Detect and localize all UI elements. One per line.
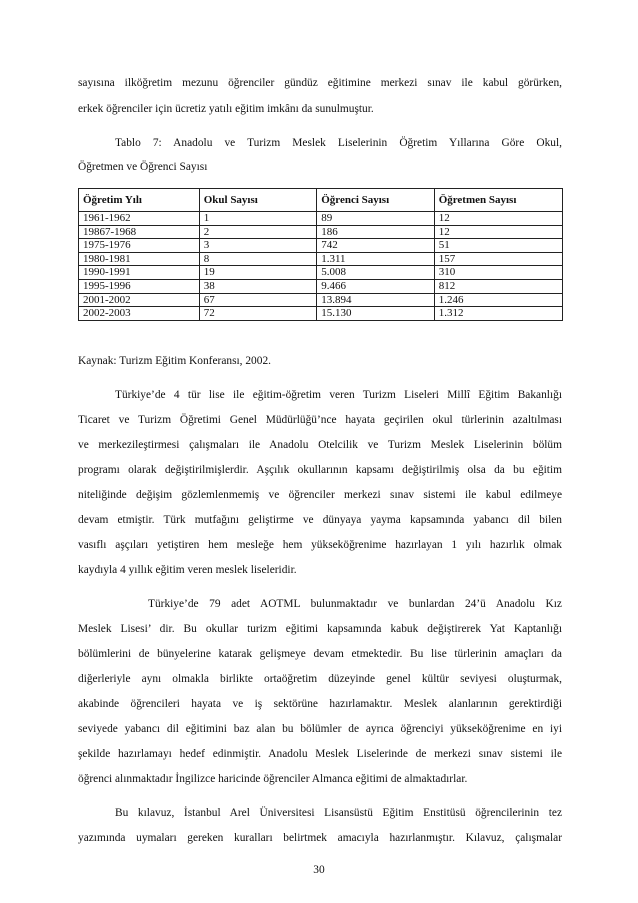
paragraph-1-line-7: vasıflı aşçıları yetiştiren hem mesleğe hem yükseköğrenime hazırlayan 1 yılı hazırlık olmak <box>78 539 562 551</box>
table-cell: 89 <box>317 212 434 226</box>
table-header-row <box>79 189 563 212</box>
paragraph-2-line-7: şekilde hazırlamayı hedef edinmiştir. Anadolu Meslek Liselerinde de merkezi sınav sistemi ile <box>78 748 562 760</box>
table-row <box>79 279 563 293</box>
table-cell: 1995-1996 <box>79 279 200 293</box>
header-ogretim-yili: Öğretim Yılı <box>79 189 200 212</box>
table-caption-line-1: Tablo 7: Anadolu ve Turizm Meslek Liselerinin Öğretim Yıllarına Göre Okul, <box>115 137 562 149</box>
table-cell: 3 <box>199 239 316 253</box>
table-cell: 12 <box>434 212 562 226</box>
paragraph-3-line-1: Bu kılavuz, İstanbul Arel Üniversitesi Lisansüstü Eğitim Enstitüsü öğrencilerinin tez <box>115 807 562 819</box>
table-cell: 67 <box>199 293 316 307</box>
paragraph-1-line-8: kaydıyla 4 yıllık eğitim veren meslek liseleridir. <box>78 564 297 576</box>
paragraph-1-line-2: Ticaret ve Turizm Öğretimi Genel Müdürlüğü’nce hayata geçirilen okul türlerinin azaltılması <box>78 414 562 426</box>
table-cell: 2001-2002 <box>79 293 200 307</box>
paragraph-2-line-6: seviyede yabancı dil eğitimini baz alan bu bölümler de ayrıca öğrenciyi yükseköğrenime en iyi <box>78 723 562 735</box>
header-okul-sayisi: Okul Sayısı <box>199 189 316 212</box>
table-cell: 742 <box>317 239 434 253</box>
paragraph-3-line-2: yazımında uymaları gereken kuralları belirtmek amacıyla hazırlanmıştır. Kılavuz, çalışmalar <box>78 832 562 844</box>
table-cell: 19867-1968 <box>79 225 200 239</box>
table-cell: 12 <box>434 225 562 239</box>
table-cell: 5.008 <box>317 266 434 280</box>
table-cell: 38 <box>199 279 316 293</box>
paragraph-1-line-3: ve merkezileştirmesi çalışmaları ile Anadolu Otelcilik ve Turizm Meslek Liselerinin bölüm <box>78 439 562 451</box>
table-caption-line-2: Öğretmen ve Öğrenci Sayısı <box>78 161 208 173</box>
paragraph-2-line-2: Meslek Lisesi’ dir. Bu okullar turizm eğitimi kapsamında kabuk değiştirerek Yat Kaptanlığı <box>78 623 562 635</box>
table-row <box>79 239 563 253</box>
table-cell: 19 <box>199 266 316 280</box>
table-cell: 1 <box>199 212 316 226</box>
table-cell: 72 <box>199 307 316 321</box>
paragraph-2-line-4: diğerleriyle aynı olmakla birlikte ortaöğretim düzeyinde genel kültür seviyesi oluşturmak, <box>78 673 562 685</box>
paragraph-2-line-8: öğrenci alınmaktadır İngilizce haricinde öğrenciler Almanca eğitimi de almaktadırlar. <box>78 773 468 785</box>
school-statistics-table <box>78 188 563 321</box>
table-row <box>79 293 563 307</box>
intro-line-2: erkek öğrenciler için ücretiz yatılı eğitim imkânı da sunulmuştur. <box>78 103 374 115</box>
intro-line-1: sayısına ilköğretim mezunu öğrenciler gündüz eğitimine merkezi sınav ile kabul görürken, <box>78 77 562 89</box>
table-source: Kaynak: Turizm Eğitim Konferansı, 2002. <box>78 355 271 367</box>
header-ogretmen-sayisi: Öğretmen Sayısı <box>434 189 562 212</box>
paragraph-1-line-6: devam etmiştir. Türk mutfağını geliştirme ve dünyaya yayma kapsamında yabancı dil bilen <box>78 514 562 526</box>
table-row <box>79 266 563 280</box>
table-cell: 2002-2003 <box>79 307 200 321</box>
paragraph-2-line-3: bölümlerini de bünyelerine katarak gelişmeye devam etmektedir. Bu lise türlerinin amaçları da <box>78 648 562 660</box>
table-cell: 51 <box>434 239 562 253</box>
table-cell: 9.466 <box>317 279 434 293</box>
table-cell: 1.311 <box>317 252 434 266</box>
paragraph-1-line-4: programı olarak değiştirilmişlerdir. Aşçılık okullarının kapsamı değiştirilmiş olsa da bu eğitim <box>78 464 562 476</box>
table-cell: 1990-1991 <box>79 266 200 280</box>
header-ogrenci-sayisi: Öğrenci Sayısı <box>317 189 434 212</box>
table-row <box>79 252 563 266</box>
table-cell: 157 <box>434 252 562 266</box>
table-cell: 310 <box>434 266 562 280</box>
table-cell: 1.312 <box>434 307 562 321</box>
page-number: 30 <box>313 864 325 876</box>
table-cell: 1975-1976 <box>79 239 200 253</box>
table-cell: 8 <box>199 252 316 266</box>
table-cell: 13.894 <box>317 293 434 307</box>
table-cell: 15.130 <box>317 307 434 321</box>
paragraph-1-line-5: niteliğinde değişim gözlemlenmemiş ve öğrenciler merkezi sınav sistemi ile kabul edilmeye <box>78 489 562 501</box>
table-cell: 1980-1981 <box>79 252 200 266</box>
table-cell: 1961-1962 <box>79 212 200 226</box>
table-row <box>79 225 563 239</box>
table-row <box>79 212 563 226</box>
paragraph-2-line-5: akabinde öğrencileri hayata ve iş sektörüne hazırlamaktır. Meslek alanlarının gerektirdiği <box>78 698 562 710</box>
table-cell: 1.246 <box>434 293 562 307</box>
paragraph-2-line-1: Türkiye’de 79 adet AOTML bulunmaktadır ve bunlardan 24’ü Anadolu Kız <box>148 598 562 610</box>
paragraph-1-line-1: Türkiye’de 4 tür lise ile eğitim-öğretim veren Turizm Liseleri Millî Eğitim Bakanlığı <box>115 389 562 401</box>
table-cell: 2 <box>199 225 316 239</box>
table-cell: 812 <box>434 279 562 293</box>
table-row <box>79 307 563 321</box>
table-cell: 186 <box>317 225 434 239</box>
